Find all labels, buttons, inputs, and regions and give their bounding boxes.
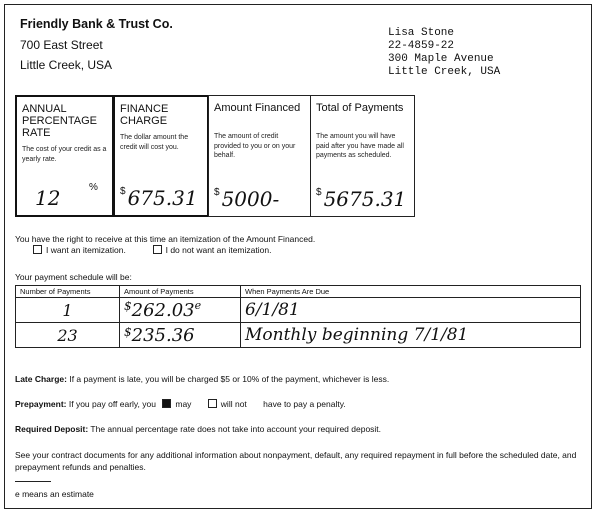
amount-financed-description: The amount of credit provided to you or on your behalf. [214, 133, 296, 159]
prepayment-text: If you pay off early, you [68, 399, 156, 409]
table-row [16, 298, 581, 323]
required-deposit-line [15, 423, 381, 435]
table-header-row [16, 286, 581, 298]
apr-box [15, 95, 114, 217]
total-payments-description: The amount you will have paid after you have made all payments as scheduled. [316, 133, 404, 159]
schedule-intro: Your payment schedule will be: [15, 272, 132, 282]
borrower-name: Lisa Stone [388, 27, 455, 39]
total-payments-value: $ 5675.31 [316, 187, 407, 211]
late-charge-label: Late Charge: [15, 374, 67, 384]
no-itemization-label: I do not want an itemization. [165, 245, 272, 255]
borrower-street: 300 Maple Avenue [388, 53, 494, 65]
will-not-label: will not [220, 399, 247, 409]
want-itemization-label: I want an itemization. [46, 245, 126, 255]
percent-sign: % [89, 182, 98, 193]
payment-schedule-table [15, 285, 581, 348]
prepayment-label: Prepayment: [15, 399, 67, 409]
total-payments-box [310, 95, 415, 217]
footnote-rule [15, 481, 51, 482]
apr-value [35, 182, 98, 210]
payment-due: 6/1/81 [241, 298, 581, 323]
itemization-options [33, 245, 271, 255]
amount-financed-box [208, 95, 311, 217]
payment-count: 23 [16, 323, 120, 348]
estimate-mark: e [194, 299, 202, 312]
borrower-city: Little Creek, USA [388, 66, 501, 78]
col-when-due: When Payments Are Due [241, 286, 581, 298]
total-payments-title: Total of Payments [316, 102, 404, 114]
amount-financed-title: Amount Financed [214, 102, 301, 114]
footnote: e means an estimate [15, 489, 94, 499]
contract-note: See your contract documents for any additional information about nonpayment, default, any required repayment in full before the scheduled date, and prepayment refunds and penalties. [15, 450, 577, 472]
apr-description: The cost of your credit as a yearly rate. [22, 146, 107, 163]
prepayment-line [15, 398, 346, 410]
finance-charge-title: FINANCE CHARGE [120, 103, 169, 127]
creditor-name: Friendly Bank & Trust Co. [20, 17, 173, 31]
payment-amount: $235.36 [120, 323, 241, 348]
borrower-account: 22-4859-22 [388, 40, 455, 52]
col-amount-of-payments: Amount of Payments [120, 286, 241, 298]
will-not-checkbox[interactable] [208, 399, 217, 408]
late-charge-line [15, 373, 389, 385]
col-number-of-payments: Number of Payments [16, 286, 120, 298]
late-charge-text: If a payment is late, you will be charged $5 or 10% of the payment, whichever is less. [69, 374, 390, 384]
finance-charge-description: The dollar amount the credit will cost you. [120, 134, 189, 151]
itemization-notice: You have the right to receive at this time an itemization of the Amount Financed. [15, 234, 316, 244]
prepayment-tail: have to pay a penalty. [263, 399, 346, 409]
borrower-address [388, 27, 500, 79]
truth-in-lending-form [4, 4, 592, 509]
payment-amount: $262.03e [120, 298, 241, 323]
creditor-street: 700 East Street [20, 38, 103, 52]
required-deposit-text: The annual percentage rate does not take into account your required deposit. [90, 424, 382, 434]
amount-financed-value: $ 5000- [214, 187, 280, 211]
no-itemization-checkbox[interactable] [153, 245, 162, 254]
payment-due: Monthly beginning 7/1/81 [241, 323, 581, 348]
finance-charge-box [113, 95, 209, 217]
may-checkbox[interactable] [162, 399, 171, 408]
may-label: may [175, 399, 192, 409]
required-deposit-label: Required Deposit: [15, 424, 89, 434]
apr-number: 12 [35, 186, 61, 210]
finance-charge-value: $ 675.31 [120, 186, 198, 210]
apr-title: ANNUAL PERCENTAGE RATE [22, 103, 97, 139]
payment-count: 1 [16, 298, 120, 323]
creditor-city: Little Creek, USA [20, 58, 113, 72]
want-itemization-checkbox[interactable] [33, 245, 42, 254]
table-row [16, 323, 581, 348]
